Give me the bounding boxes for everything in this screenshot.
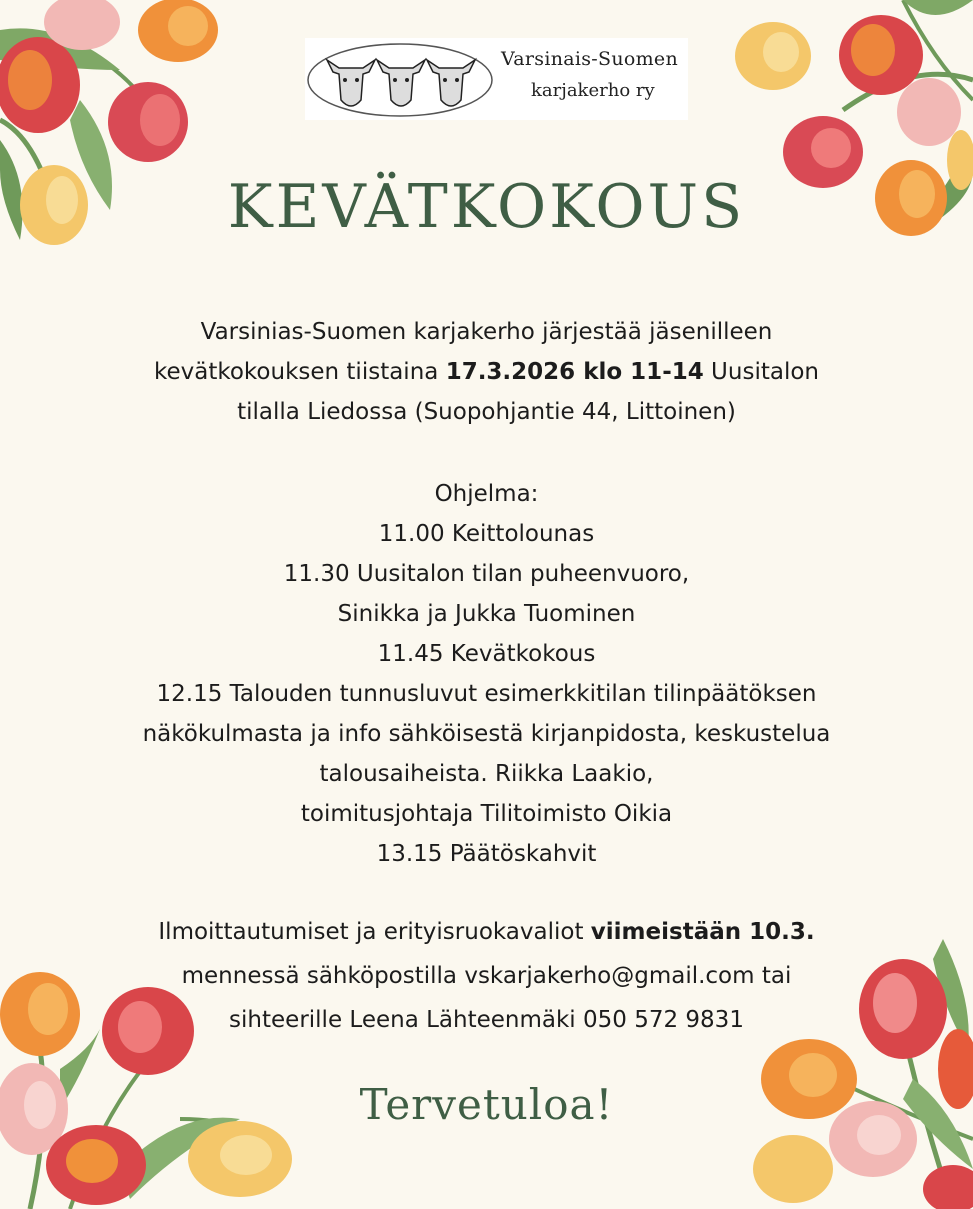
program-item: 11.00 Keittolounas bbox=[378, 521, 595, 547]
registration-line: mennessä sähköpostilla vskarjakerho@gmail.com tai bbox=[181, 963, 792, 989]
club-logo bbox=[305, 38, 688, 120]
program-section bbox=[30, 474, 943, 874]
registration-line1-pre: Ilmoittautumiset ja erityisruokavaliot bbox=[158, 919, 591, 945]
program-heading: Ohjelma: bbox=[434, 481, 539, 507]
intro-line bbox=[40, 352, 933, 392]
logo-text-line1: Varsinais-Suomen bbox=[501, 48, 679, 70]
program-item: Sinikka ja Jukka Tuominen bbox=[337, 601, 636, 627]
intro-line: tilalla Liedossa (Suopohjantie 44, Littoinen) bbox=[237, 399, 736, 425]
registration-info bbox=[30, 910, 943, 1042]
logo-text-line2: karjakerho ry bbox=[531, 80, 655, 101]
event-datetime: 17.3.2026 klo 11-14 bbox=[445, 359, 704, 385]
welcome-text: Tervetuloa! bbox=[359, 1080, 614, 1129]
intro-line2-post: Uusitalon bbox=[703, 359, 819, 385]
program-item: 13.15 Päätöskahvit bbox=[376, 841, 597, 867]
program-item: toimitusjohtaja Tilitoimisto Oikia bbox=[300, 801, 673, 827]
program-item: 11.30 Uusitalon tilan puheenvuoro, bbox=[283, 561, 690, 587]
intro-line: Varsinias-Suomen karjakerho järjestää jäsenilleen bbox=[200, 319, 773, 345]
program-item: 11.45 Kevätkokous bbox=[377, 641, 596, 667]
page-title: KEVÄTKOKOUS bbox=[227, 172, 746, 242]
registration-line: sihteerille Leena Lähteenmäki 050 572 9831 bbox=[229, 1007, 744, 1033]
program-item: talousaiheista. Riikka Laakio, bbox=[319, 761, 654, 787]
intro-line2-pre: kevätkokouksen tiistaina bbox=[153, 359, 446, 385]
registration-deadline: viimeistään 10.3. bbox=[590, 919, 815, 945]
intro-text bbox=[40, 312, 933, 432]
program-item: 12.15 Talouden tunnusluvut esimerkkitilan tilinpäätöksen bbox=[156, 681, 817, 707]
cattle-heads-logo-icon bbox=[305, 38, 495, 120]
program-item: näkökulmasta ja info sähköisestä kirjanpidosta, keskustelua bbox=[142, 721, 831, 747]
registration-line bbox=[30, 910, 943, 954]
